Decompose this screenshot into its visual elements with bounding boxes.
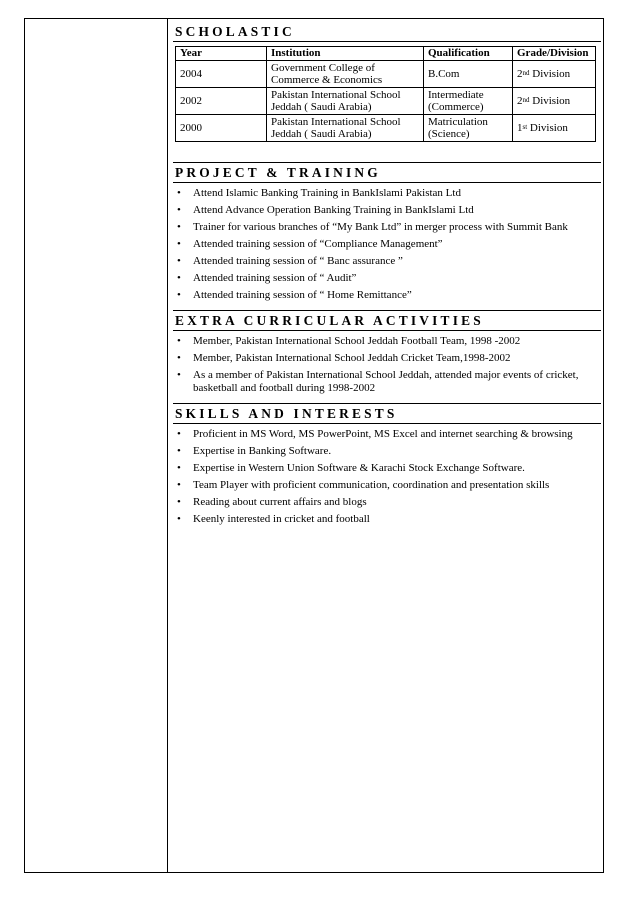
skills-list (173, 428, 603, 526)
scholastic-heading: SCHOLASTIC (173, 22, 601, 42)
cell-institution: Government College of Commerce & Economics (267, 61, 424, 88)
table-header-row (176, 47, 596, 61)
cell-institution: Pakistan International School Jeddah ( Saudi Arabia) (267, 115, 424, 142)
list-item: • Expertise in Western Union Software & Karachi Stock Exchange Software. (177, 462, 525, 474)
col-year: Year (176, 47, 267, 61)
bullet-icon: • (177, 272, 181, 284)
list-item: • Attended training session of “ Audit” (177, 272, 357, 284)
list-item: • As a member of Pakistan International School Jeddah, attended major events of cricket, basketball and football during 1998-2002 (177, 369, 579, 394)
bullet-icon: • (177, 238, 181, 250)
bullet-icon: • (177, 255, 181, 267)
skills-heading: SKILLS AND INTERESTS (173, 403, 601, 424)
scholastic-table (175, 46, 596, 142)
list-item: • Attended training session of “ Banc assurance ” (177, 255, 403, 267)
left-column (25, 19, 168, 872)
page-frame (24, 18, 604, 873)
bullet-icon: • (177, 479, 181, 491)
cell-qualification: Intermediate (Commerce) (424, 88, 513, 115)
table-row (176, 61, 596, 88)
list-item: • Attend Advance Operation Banking Training in BankIslami Ltd (177, 204, 474, 216)
list-item: • Expertise in Banking Software. (177, 445, 332, 457)
extra-heading: EXTRA CURRICULAR ACTIVITIES (173, 310, 601, 331)
list-item: • Trainer for various branches of “My Bank Ltd” in merger process with Summit Bank (177, 221, 568, 233)
list-item: • Keenly interested in cricket and football (177, 513, 370, 525)
cell-qualification: B.Com (424, 61, 513, 88)
project-heading: PROJECT & TRAINING (173, 162, 601, 183)
col-institution: Institution (267, 47, 424, 61)
project-list (173, 187, 603, 302)
bullet-icon: • (177, 462, 181, 474)
cell-year: 2002 (176, 88, 267, 115)
extra-list (173, 335, 603, 395)
list-item: • Member, Pakistan International School Jeddah Football Team, 1998 -2002 (177, 335, 521, 347)
bullet-icon: • (177, 204, 181, 216)
bullet-icon: • (177, 369, 181, 381)
list-item: • Reading about current affairs and blogs (177, 496, 367, 508)
cell-qualification: Matriculation (Science) (424, 115, 513, 142)
list-item: • Member, Pakistan International School Jeddah Cricket Team,1998-2002 (177, 352, 511, 364)
cell-institution: Pakistan International School Jeddah ( Saudi Arabia) (267, 88, 424, 115)
main-content (173, 19, 603, 872)
cell-grade: 2nd Division (513, 88, 596, 115)
bullet-icon: • (177, 513, 181, 525)
cell-grade: 2nd Division (513, 61, 596, 88)
cell-year: 2000 (176, 115, 267, 142)
table-row (176, 88, 596, 115)
cell-grade: 1st Division (513, 115, 596, 142)
table-row (176, 115, 596, 142)
col-qualification: Qualification (424, 47, 513, 61)
bullet-icon: • (177, 445, 181, 457)
bullet-icon: • (177, 496, 181, 508)
col-grade: Grade/Division (513, 47, 596, 61)
list-item: • Attend Islamic Banking Training in BankIslami Pakistan Ltd (177, 187, 461, 199)
bullet-icon: • (177, 289, 181, 301)
bullet-icon: • (177, 187, 181, 199)
list-item: • Attended training session of “ Home Remittance” (177, 289, 412, 301)
bullet-icon: • (177, 221, 181, 233)
bullet-icon: • (177, 335, 181, 347)
list-item: • Attended training session of “Compliance Management” (177, 238, 443, 250)
list-item: • Team Player with proficient communication, coordination and presentation skills (177, 479, 550, 491)
cell-year: 2004 (176, 61, 267, 88)
list-item: • Proficient in MS Word, MS PowerPoint, MS Excel and internet searching & browsing (177, 428, 573, 440)
bullet-icon: • (177, 352, 181, 364)
bullet-icon: • (177, 428, 181, 440)
